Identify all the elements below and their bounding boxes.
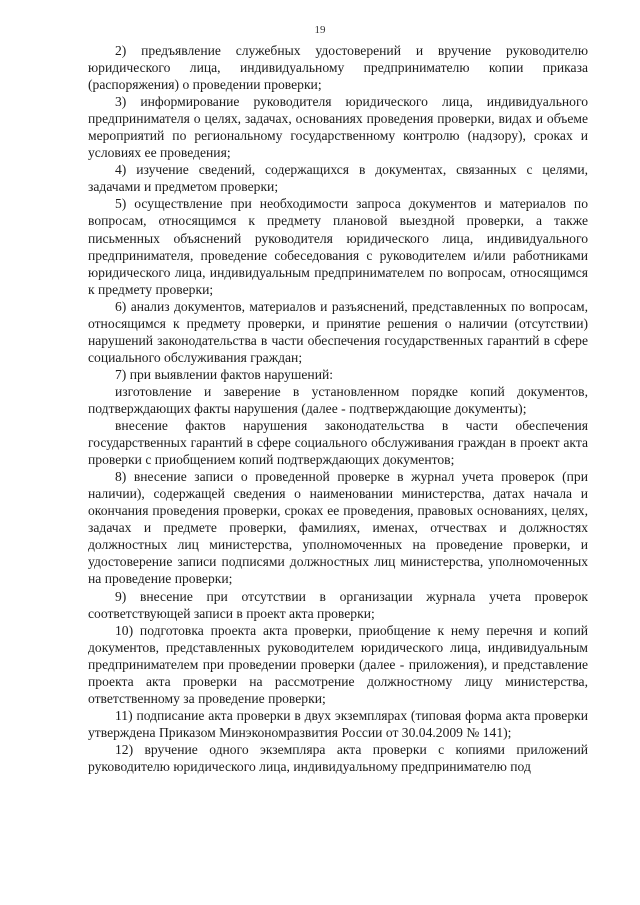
paragraph-item-3: 3) информирование руководителя юридического лица, индивидуального предпринимателя о целях, задачах, основаниях проведения проверки, видах и объеме мероприятий по региональному государственному контролю (надзору), сроках и условиях ее проведения; [88,94,588,161]
paragraph-item-7: 7) при выявлении фактов нарушений: [115,366,334,382]
paragraph-item-8: 8) внесение записи о проведенной проверке в журнал учета проверок (при наличии), содержащей сведения о наименовании министерства, датах начала и окончания проведения проверки, сроках ее проведения, правовых основаниях, целях, задачах и предмете проверки, фамилиях, именах, отчествах и должностях должностных лиц министерства, уполномоченных на проведение проверки, и удостоверение записи подписями должностных лиц министерства, уполномоченных на проведение проверки; [88,469,588,587]
paragraph-item-10: 10) подготовка проекта акта проверки, приобщение к нему перечня и копий документов, представленных руководителем юридического лица, индивидуальным предпринимателем при проведении проверки (далее - приложения), и представление проекта акта проверки на рассмотрение должностному лицу министерства, ответственному за проведение проверки; [88,622,588,706]
paragraph-item-6: 6) анализ документов, материалов и разъяснений, представленных по вопросам, относящимся к предмету проверки, и принятие решения о наличии (отсутствии) нарушений законодательства в части обеспечения государственных гарантий в сфере социального обслуживания граждан; [88,298,588,365]
paragraph-item-9: 9) внесение при отсутствии в организации журнала учета проверок соответствующей записи в проект акта проверки; [88,588,588,621]
paragraph-item-11: 11) подписание акта проверки в двух экземплярах (типовая форма акта проверки утверждена Приказом Минэкономразвития России от 30.04.2009 № 141); [88,707,588,740]
paragraph-item-4: 4) изучение сведений, содержащихся в документах, связанных с целями, задачами и предметом проверки; [88,162,588,195]
paragraph-item-2: 2) предъявление служебных удостоверений и вручение руководителю юридического лица, индивидуальному предпринимателю копии приказа (распоряжения) о проведении проверки; [88,43,588,93]
document-body [88,42,588,775]
paragraph-item-7-copies: изготовление и заверение в установленном порядке копий документов, подтверждающих факты нарушения (далее - подтверждающие документы); [88,383,588,416]
paragraph-item-7-facts: внесение фактов нарушения законодательства в части обеспечения государственных гарантий в сфере социального обслуживания граждан в проект акта проверки с приобщением копий подтверждающих документов; [88,418,588,468]
paragraph-item-5: 5) осуществление при необходимости запроса документов и материалов по вопросам, относящимся к предмету плановой выездной проверки, а также письменных объяснений руководителя юридического лица, индивидуального предпринимателя, проведение собеседования с руководителем и/или работниками юридического лица, индивидуальным предпринимателем по вопросам, относящимся к предмету проверки; [88,196,588,297]
paragraph-item-12: 12) вручение одного экземпляра акта проверки с копиями приложений руководителю юридического лица, индивидуальному предпринимателю под [88,741,588,774]
page-number: 19 [314,24,326,36]
